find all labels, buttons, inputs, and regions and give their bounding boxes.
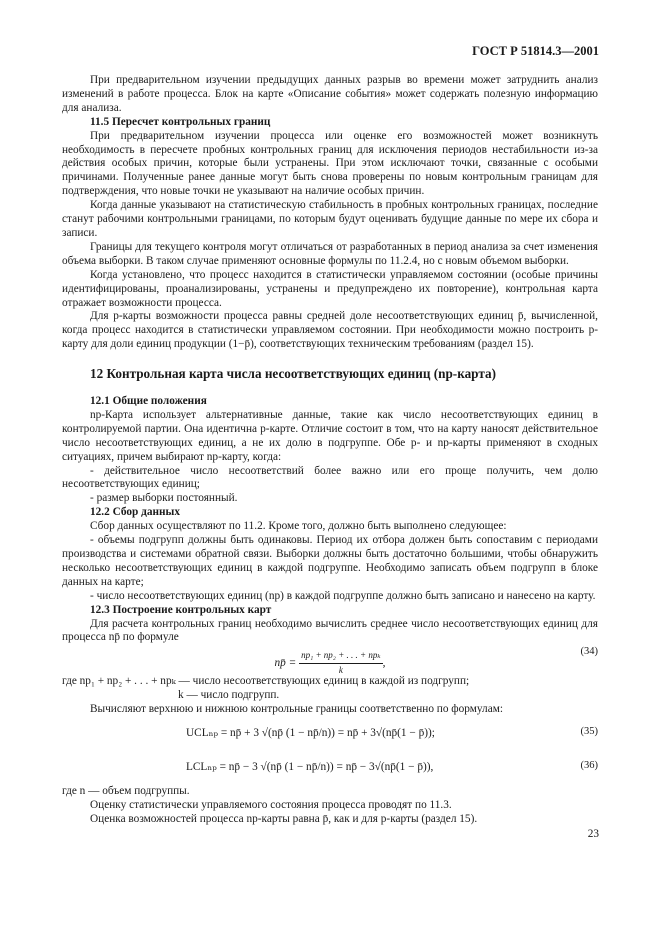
formula-34: np̄ = $\frac{\text{np₁ + np₂ + . . . + npₖ}}{k}$ , (34)	[62, 645, 598, 675]
document-body	[62, 74, 598, 827]
paragraph: При предварительном изучении предыдущих данных разрыв во времени может затруднить анализ изменений в работе процесса. Блок на карте «Описание события» может содержать полезную информацию для анализа.	[62, 74, 598, 114]
formula-number: (36)	[580, 760, 598, 772]
paragraph: Сбор данных осуществляют по 11.2. Кроме того, должно быть выполнено следующее:	[90, 520, 507, 533]
fraction-numerator: np₁ + np₂ + . . . + npₖ	[299, 649, 383, 664]
paragraph: np-Карта использует альтернативные данные, такие как число несоответствующих единиц в контролируемой партии. Она идентична p-карте. Отличие состоит в том, что на карту наносят действительное число несоответствующих единиц, а не их долю в подгруппе. Обе p- и np-карты применяют в сходных ситуациях, причем выбирают np-карту, когда:	[62, 408, 598, 463]
paragraph: Оценка возможностей процесса np-карты равна p̄, как и для p-карты (раздел 15).	[90, 812, 478, 825]
paragraph: Когда данные указывают на статистическую стабильность в пробных контрольных границах, последние станут рабочими контрольными границами, по которым будут оценивать будущие данные по мере их сбора и записи.	[62, 199, 598, 239]
paragraph: Когда установлено, что процесс находится в статистически управляемом состоянии (особые причины идентифицированы, проанализированы, устранены и предупреждено их повторение), контрольная карта отражает возможности процесса.	[62, 268, 598, 309]
formula-fraction	[299, 649, 383, 678]
subsection-heading: 12.3 Построение контрольных карт	[90, 603, 272, 616]
formula-text: LCLₙₚ = np̄ − 3 √(np̄ (1 − np̄/n)) = np̄ − 3√(np̄(1 − p̄)),	[186, 761, 434, 774]
formula-text: UCLₙₚ = np̄ + 3 √(np̄ (1 − np̄/n)) = np̄ + 3√(np̄(1 − p̄));	[186, 727, 435, 740]
fraction-denominator: k	[338, 665, 343, 676]
paragraph: где n — объем подгруппы.	[62, 785, 190, 798]
subsection-heading: 11.5 Пересчет контрольных границ	[90, 115, 271, 128]
formula-36	[62, 751, 598, 785]
list-item: - число несоответствующих единиц (np) в каждой подгруппе должно быть записано и нанесено на карту.	[90, 589, 596, 602]
paragraph: Для p-карты возможности процесса равны средней доле несоответствующих единиц p̄, вычисленной, когда процесс находится в статистически управляемом состоянии. При необходимости можно построить p-карту для доли единиц продукции (1−p̄), соответствующих техническим требованиям (раздел 15).	[62, 310, 598, 351]
formula-number: (34)	[580, 646, 598, 658]
formula-number: (35)	[580, 726, 598, 738]
subsection-heading: 12.2 Сбор данных	[90, 506, 180, 519]
paragraph: Для расчета контрольных границ необходимо вычислить среднее число несоответствующих единиц для процесса np̄ по формуле	[62, 617, 598, 644]
page-number: 23	[587, 828, 599, 840]
formula-35	[62, 717, 598, 751]
paragraph: При предварительном изучении процесса или оценке его возможностей может возникнуть необходимость в пересчете пробных контрольных границ для исключения периодов нестабильности из-за действия особых причин, которые были устранены. При этом исключают точки, связанные с особыми причинами. Полученные ранее данные могут быть снова проверены по новым контрольным границам для подтверждения, что новые точки не указывают на наличие особых причин.	[62, 129, 598, 198]
paragraph: Оценку статистически управляемого состояния процесса проводят по 11.3.	[90, 798, 452, 811]
subsection-heading: 12.1 Общие положения	[90, 395, 207, 408]
section-heading: 12 Контрольная карта числа несоответствующих единиц (np-карта)	[90, 366, 496, 382]
list-item: - действительное число несоответствий более важно или его проще получить, чем долю несоответствующих единиц;	[62, 464, 598, 491]
standard-header: ГОСТ Р 51814.3—2001	[472, 44, 599, 58]
list-item: - размер выборки постоянный.	[90, 492, 238, 505]
list-item: - объемы подгрупп должны быть одинаковы. Период их отбора должен быть сопоставим с периодами производства и системами обратной связи. Выборки должны быть достаточно большими, чтобы обнаружить несколько несоответствующих единиц в каждой подгруппе. Необходимо записать объем подгрупп в блоке данных на карте;	[62, 534, 598, 588]
paragraph: где np₁ + np₂ + . . . + npₖ — число несоответствующих единиц в каждой из подгрупп;	[62, 675, 470, 688]
paragraph: k — число подгрупп.	[178, 689, 280, 702]
paragraph: Вычисляют верхнюю и нижнюю контрольные границы соответственно по формулам:	[90, 703, 503, 716]
paragraph: Границы для текущего контроля могут отличаться от разработанных в период анализа за счет изменения объема выборки. В таком случае применяют основные формулы по 11.2.4, но с новым объемом выборки.	[62, 240, 598, 267]
formula-lhs: np̄ =	[274, 657, 297, 670]
